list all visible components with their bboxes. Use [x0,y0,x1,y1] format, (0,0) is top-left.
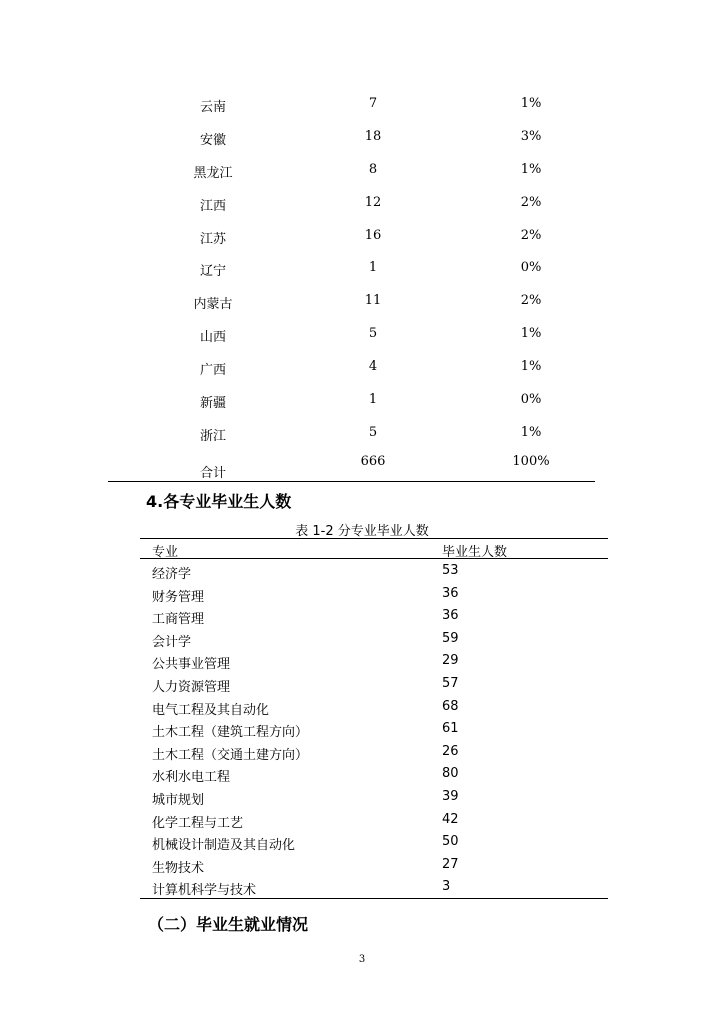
count-cell: 1 [368,260,378,276]
table-row [140,627,608,650]
table-row [140,695,608,718]
province-cell: 江西 [199,198,226,214]
graduate-count-cell: 68 [442,698,459,714]
table-row [108,285,595,318]
table-row [140,853,608,876]
table-bottom-rule [108,481,595,482]
graduate-count-cell: 53 [442,563,459,578]
table-row [140,740,608,763]
count-cell: 12 [364,194,382,210]
major-table-header [140,539,608,558]
percentage-cell: 1% [520,359,542,375]
percentage-cell: 2% [520,194,542,210]
major-cell: 城市规划 [152,792,205,808]
major-cell: 人力资源管理 [152,679,231,695]
count-cell: 5 [368,326,378,342]
table-row [108,88,595,121]
percentage-cell: 1% [520,161,542,177]
province-cell: 云南 [199,100,226,115]
province-cell: 山西 [199,330,226,346]
table-row [140,559,608,582]
major-cell: 土木工程（交通土建方向） [152,747,309,763]
count-cell: 16 [364,227,382,243]
province-cell: 辽宁 [199,264,226,280]
graduate-count-cell: 36 [442,585,459,601]
province-table-body [108,88,595,450]
graduate-count-cell: 39 [442,788,459,804]
percentage-cell: 2% [520,227,542,243]
count-cell: 8 [368,161,378,177]
graduate-count-cell: 42 [442,811,459,827]
graduate-count-cell: 27 [442,856,459,872]
major-cell: 财务管理 [152,589,205,605]
major-cell: 会计学 [152,634,192,650]
major-cell: 计算机科学与技术 [152,883,257,899]
province-cell: 安徽 [199,132,226,148]
count-cell: 11 [364,293,382,309]
percentage-cell: 2% [520,293,542,309]
province-cell: 浙江 [199,428,226,444]
count-cell: 5 [368,424,378,440]
table-row [108,252,595,285]
header-major: 专业 [152,545,179,560]
count-cell: 1 [368,392,378,408]
major-cell: 土木工程（建筑工程方向） [152,725,309,741]
major-table-body [140,559,608,898]
percentage-cell: 3% [520,128,542,144]
major-cell: 生物技术 [152,860,205,876]
major-cell: 水利水电工程 [152,770,231,786]
table-row [108,121,595,154]
total-percentage: 100% [512,453,550,469]
table-row [108,351,595,384]
graduate-count-cell: 36 [442,608,459,624]
table-row [140,604,608,627]
major-cell: 机械设计制造及其自动化 [152,838,296,854]
percentage-cell: 0% [520,260,542,276]
table-row [108,384,595,417]
province-cell: 黑龙江 [193,165,233,181]
province-cell: 新疆 [199,396,226,412]
province-table [108,88,595,484]
total-count: 666 [360,453,386,469]
header-graduate-count: 毕业生人数 [442,545,508,560]
major-cell: 工商管理 [152,612,205,628]
percentage-cell: 1% [520,424,542,440]
table-caption: 表 1-2 分专业毕业人数 [295,524,429,539]
table-row [140,717,608,740]
graduate-count-cell: 50 [442,834,459,850]
total-label: 合计 [199,465,226,481]
graduate-count-cell: 3 [442,879,451,895]
table-row [140,785,608,808]
count-cell: 4 [368,359,378,375]
province-total-row [108,450,595,484]
table-row [140,672,608,695]
page-number: 3 [358,954,366,965]
table-row [108,187,595,220]
count-cell: 18 [364,128,382,144]
table-row [140,830,608,853]
table-row [108,417,595,450]
province-cell: 内蒙古 [193,297,233,313]
graduate-count-cell: 29 [442,653,459,669]
percentage-cell: 1% [520,96,542,111]
province-cell: 江苏 [199,231,226,247]
graduate-count-cell: 80 [442,766,459,782]
major-cell: 经济学 [152,567,192,582]
table-row [108,220,595,253]
province-cell: 广西 [199,363,226,379]
major-cell: 电气工程及其自动化 [152,702,270,718]
table-row [140,582,608,605]
major-table [140,538,608,899]
graduate-count-cell: 26 [442,743,459,759]
section-heading-majors: 4.各专业毕业生人数 [146,492,292,511]
major-cell: 化学工程与工艺 [152,815,244,831]
count-cell: 7 [368,96,378,111]
table-row [140,762,608,785]
table-row [108,318,595,351]
graduate-count-cell: 61 [442,721,459,737]
table-row [140,649,608,672]
section-heading-employment: （二）毕业生就业情况 [148,915,309,934]
table-row [140,875,608,898]
graduate-count-cell: 59 [442,630,459,646]
major-cell: 公共事业管理 [152,657,231,673]
percentage-cell: 0% [520,392,542,408]
percentage-cell: 1% [520,326,542,342]
table-row [140,808,608,831]
table-row [108,154,595,187]
graduate-count-cell: 57 [442,675,459,691]
